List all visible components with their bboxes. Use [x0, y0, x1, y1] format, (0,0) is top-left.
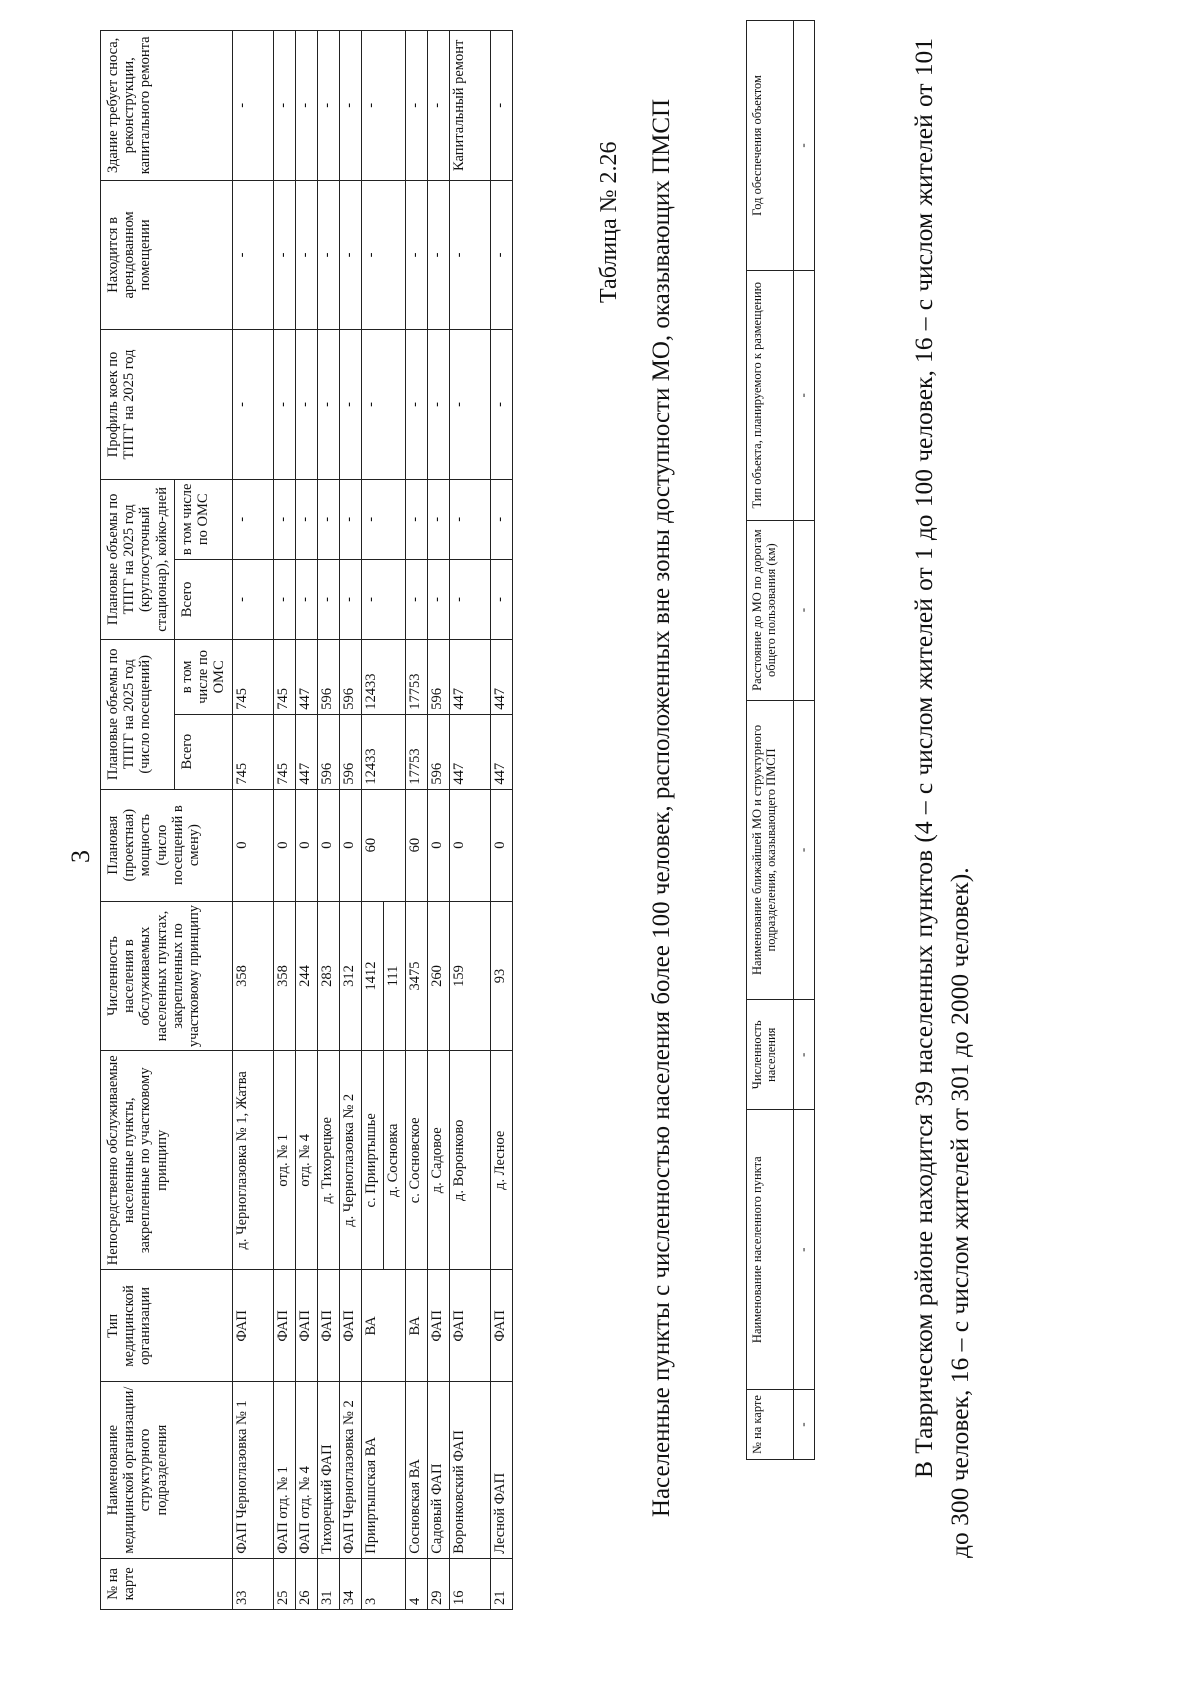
cell-visits-oms: 745: [273, 640, 295, 715]
table-row: [295, 31, 317, 1610]
header-visits: Плановые объемы по ТПГГ на 2025 год (число посещений): [101, 640, 175, 790]
cell-capacity: 0: [427, 789, 449, 901]
cell-bed-profile: -: [427, 330, 449, 480]
cell-visits-total: 745: [273, 714, 295, 789]
section-title: Населенные пункты с численностью населения более 100 человек, расположенных вне зоны доступности МО, оказывающих ПМСП: [648, 98, 675, 1518]
sub-cell: -: [794, 700, 815, 1000]
cell-population: 111: [383, 901, 405, 1051]
cell-map-no: 34: [339, 1558, 361, 1609]
cell-org-type: ВА: [361, 1270, 405, 1382]
cell-visits-total: 745: [232, 714, 273, 789]
cell-org-type: ФАП: [317, 1270, 339, 1382]
cell-beds-oms: -: [361, 479, 405, 559]
cell-beds-oms: -: [339, 479, 361, 559]
cell-org-type: ФАП: [339, 1270, 361, 1382]
cell-org-name: Прииртышская ВА: [361, 1382, 405, 1558]
cell-bed-profile: -: [361, 330, 405, 480]
cell-bed-profile: -: [273, 330, 295, 480]
cell-beds-total: -: [427, 559, 449, 639]
cell-org-name: Тихорецкий ФАП: [317, 1382, 339, 1558]
cell-repair: -: [339, 31, 361, 181]
cell-settlement: д. Тихорецкое: [317, 1051, 339, 1270]
cell-rented: -: [490, 180, 512, 330]
cell-map-no: 33: [232, 1558, 273, 1609]
header-beds-oms: в том числе по ОМС: [174, 479, 232, 559]
sub-header-cell: Наименование населенного пункта: [747, 1110, 794, 1390]
page-number: 3: [66, 850, 95, 863]
cell-org-type: ФАП: [449, 1270, 490, 1382]
table-header-row: [101, 31, 175, 1610]
cell-rented: -: [339, 180, 361, 330]
cell-beds-oms: -: [427, 479, 449, 559]
cell-org-name: ФАП Черноглазовка № 1: [232, 1382, 273, 1558]
cell-capacity: 60: [361, 789, 405, 901]
table-row: [232, 31, 273, 1610]
cell-rented: -: [273, 180, 295, 330]
sub-table-header-row: [747, 21, 794, 1460]
header-capacity: Плановая (проектная) мощность (число посещений в смену): [101, 789, 233, 901]
cell-org-type: ФАП: [232, 1270, 273, 1382]
cell-capacity: 60: [405, 789, 427, 901]
cell-bed-profile: -: [490, 330, 512, 480]
cell-org-type: ВА: [405, 1270, 427, 1382]
cell-beds-oms: -: [405, 479, 427, 559]
cell-repair: -: [490, 31, 512, 181]
out-of-reach-settlements-table: [746, 20, 815, 1460]
cell-repair: -: [232, 31, 273, 181]
cell-beds-total: -: [361, 559, 405, 639]
table-row: [317, 31, 339, 1610]
cell-bed-profile: -: [232, 330, 273, 480]
cell-repair: Капитальный ремонт: [449, 31, 490, 181]
cell-capacity: 0: [295, 789, 317, 901]
facilities-table-body: [232, 31, 512, 1610]
sub-cell: -: [794, 21, 815, 271]
cell-settlement: д. Сосновка: [383, 1051, 405, 1270]
cell-rented: -: [427, 180, 449, 330]
cell-repair: -: [405, 31, 427, 181]
cell-population: 3475: [405, 901, 427, 1051]
header-map-no: № на карте: [101, 1558, 233, 1609]
header-visits-oms: в том числе по ОМС: [174, 640, 232, 715]
sub-cell: -: [794, 1110, 815, 1390]
cell-visits-oms: 447: [490, 640, 512, 715]
sub-cell: -: [794, 1000, 815, 1110]
cell-population: 1412: [361, 901, 383, 1051]
cell-repair: -: [427, 31, 449, 181]
cell-beds-total: -: [295, 559, 317, 639]
cell-org-type: ФАП: [273, 1270, 295, 1382]
table-row: [427, 31, 449, 1610]
cell-visits-oms: 596: [339, 640, 361, 715]
cell-visits-total: 596: [339, 714, 361, 789]
cell-beds-total: -: [339, 559, 361, 639]
sub-header-cell: Численность населения: [747, 1000, 794, 1110]
cell-beds-oms: -: [449, 479, 490, 559]
cell-settlement: с. Прииртышье: [361, 1051, 383, 1270]
header-org-type: Тип медицинской организации: [101, 1270, 233, 1382]
cell-settlement: с. Сосновское: [405, 1051, 427, 1270]
cell-settlement: д. Лесное: [490, 1051, 512, 1270]
header-repair: Здание требует сноса, реконструкции, капитального ремонта: [101, 31, 233, 181]
cell-visits-oms: 596: [427, 640, 449, 715]
cell-population: 260: [427, 901, 449, 1051]
table-row: [794, 21, 815, 1460]
cell-map-no: 25: [273, 1558, 295, 1609]
cell-map-no: 4: [405, 1558, 427, 1609]
cell-visits-oms: 17753: [405, 640, 427, 715]
cell-visits-total: 596: [427, 714, 449, 789]
summary-paragraph: В Таврическом районе находится 39 населенных пунктов (4 – с числом жителей от 1 до 100 человек, 16 – с числом жителей от 101 до 300 человек, 16 – с числом жителей от 301 до 2000 человек).: [908, 38, 974, 1558]
cell-settlement: д. Садовое: [427, 1051, 449, 1270]
cell-bed-profile: -: [449, 330, 490, 480]
cell-org-type: ФАП: [427, 1270, 449, 1382]
cell-population: 312: [339, 901, 361, 1051]
sub-header-cell: Тип объекта, планируемого к размещению: [747, 270, 794, 520]
cell-visits-total: 447: [295, 714, 317, 789]
cell-bed-profile: -: [339, 330, 361, 480]
cell-rented: -: [317, 180, 339, 330]
sub-header-cell: Наименование ближайшей МО и структурного подразделения, оказывающего ПМСП: [747, 700, 794, 1000]
cell-visits-oms: 447: [295, 640, 317, 715]
cell-beds-total: -: [449, 559, 490, 639]
table-row: [490, 31, 512, 1610]
cell-visits-oms: 12433: [361, 640, 405, 715]
cell-beds-oms: -: [295, 479, 317, 559]
table-caption: Таблица № 2.26: [596, 141, 622, 303]
cell-visits-total: 17753: [405, 714, 427, 789]
cell-rented: -: [295, 180, 317, 330]
cell-population: 159: [449, 901, 490, 1051]
cell-beds-total: -: [232, 559, 273, 639]
cell-org-type: ФАП: [490, 1270, 512, 1382]
cell-beds-total: -: [405, 559, 427, 639]
cell-capacity: 0: [339, 789, 361, 901]
cell-settlement: д. Воронково: [449, 1051, 490, 1270]
header-settlements: Непосредственно обслуживаемые населенные пункты, закрепленные по участковому принципу: [101, 1051, 233, 1270]
cell-visits-total: 447: [449, 714, 490, 789]
cell-beds-oms: -: [273, 479, 295, 559]
cell-org-name: Садовый ФАП: [427, 1382, 449, 1558]
cell-beds-oms: -: [317, 479, 339, 559]
cell-capacity: 0: [273, 789, 295, 901]
cell-map-no: 3: [361, 1558, 405, 1609]
cell-org-name: Сосновская ВА: [405, 1382, 427, 1558]
cell-population: 358: [273, 901, 295, 1051]
cell-settlement: д. Черноглазовка № 2: [339, 1051, 361, 1270]
cell-beds-oms: -: [490, 479, 512, 559]
header-rented: Находится в арендованном помещении: [101, 180, 233, 330]
sub-cell: -: [794, 1390, 815, 1460]
header-beds-total: Всего: [174, 559, 232, 639]
cell-capacity: 0: [449, 789, 490, 901]
cell-rented: -: [449, 180, 490, 330]
cell-visits-oms: 447: [449, 640, 490, 715]
cell-capacity: 0: [232, 789, 273, 901]
cell-capacity: 0: [490, 789, 512, 901]
header-population: Численность населения в обслуживаемых населенных пунктах, закрепленных по участковому принципу: [101, 901, 233, 1051]
table-row: [339, 31, 361, 1610]
cell-repair: -: [295, 31, 317, 181]
cell-beds-total: -: [273, 559, 295, 639]
cell-beds-total: -: [317, 559, 339, 639]
cell-bed-profile: -: [317, 330, 339, 480]
cell-population: 93: [490, 901, 512, 1051]
cell-visits-oms: 745: [232, 640, 273, 715]
sub-header-cell: № на карте: [747, 1390, 794, 1460]
cell-bed-profile: -: [405, 330, 427, 480]
sub-header-cell: Год обеспечения объектом: [747, 21, 794, 271]
cell-map-no: 26: [295, 1558, 317, 1609]
cell-org-name: Воронковский ФАП: [449, 1382, 490, 1558]
cell-visits-total: 12433: [361, 714, 405, 789]
cell-bed-profile: -: [295, 330, 317, 480]
cell-map-no: 31: [317, 1558, 339, 1609]
header-org-name: Наименование медицинской организации/ структурного подразделения: [101, 1382, 233, 1558]
cell-org-name: ФАП Черноглазовка № 2: [339, 1382, 361, 1558]
cell-org-name: ФАП отд. № 4: [295, 1382, 317, 1558]
cell-beds-oms: -: [232, 479, 273, 559]
cell-repair: -: [361, 31, 405, 181]
cell-visits-total: 447: [490, 714, 512, 789]
header-visits-total: Всего: [174, 714, 232, 789]
table-row: [361, 31, 383, 1610]
header-bed-profile: Профиль коек по ТПГГ на 2025 год: [101, 330, 233, 480]
cell-org-name: Лесной ФАП: [490, 1382, 512, 1558]
sub-cell: -: [794, 270, 815, 520]
cell-population: 283: [317, 901, 339, 1051]
sub-header-cell: Расстояние до МО по дорогам общего пользования (км): [747, 520, 794, 700]
cell-settlement: отд. № 1: [273, 1051, 295, 1270]
cell-rented: -: [405, 180, 427, 330]
cell-population: 244: [295, 901, 317, 1051]
cell-repair: -: [273, 31, 295, 181]
cell-beds-total: -: [490, 559, 512, 639]
table-row: [273, 31, 295, 1610]
sub-cell: -: [794, 520, 815, 700]
header-beds: Плановые объемы по ТПГГ на 2025 год (круглосуточный стационар), койко-дней: [101, 479, 175, 639]
cell-rented: -: [361, 180, 405, 330]
facilities-table: [100, 30, 513, 1610]
table-row: [405, 31, 427, 1610]
cell-map-no: 16: [449, 1558, 490, 1609]
cell-visits-total: 596: [317, 714, 339, 789]
cell-settlement: отд. № 4: [295, 1051, 317, 1270]
cell-map-no: 29: [427, 1558, 449, 1609]
cell-map-no: 21: [490, 1558, 512, 1609]
cell-repair: -: [317, 31, 339, 181]
table-row: [449, 31, 490, 1610]
cell-settlement: д. Черноглазовка № 1, Жатва: [232, 1051, 273, 1270]
cell-org-type: ФАП: [295, 1270, 317, 1382]
cell-org-name: ФАП отд. № 1: [273, 1382, 295, 1558]
cell-population: 358: [232, 901, 273, 1051]
cell-rented: -: [232, 180, 273, 330]
cell-visits-oms: 596: [317, 640, 339, 715]
cell-capacity: 0: [317, 789, 339, 901]
